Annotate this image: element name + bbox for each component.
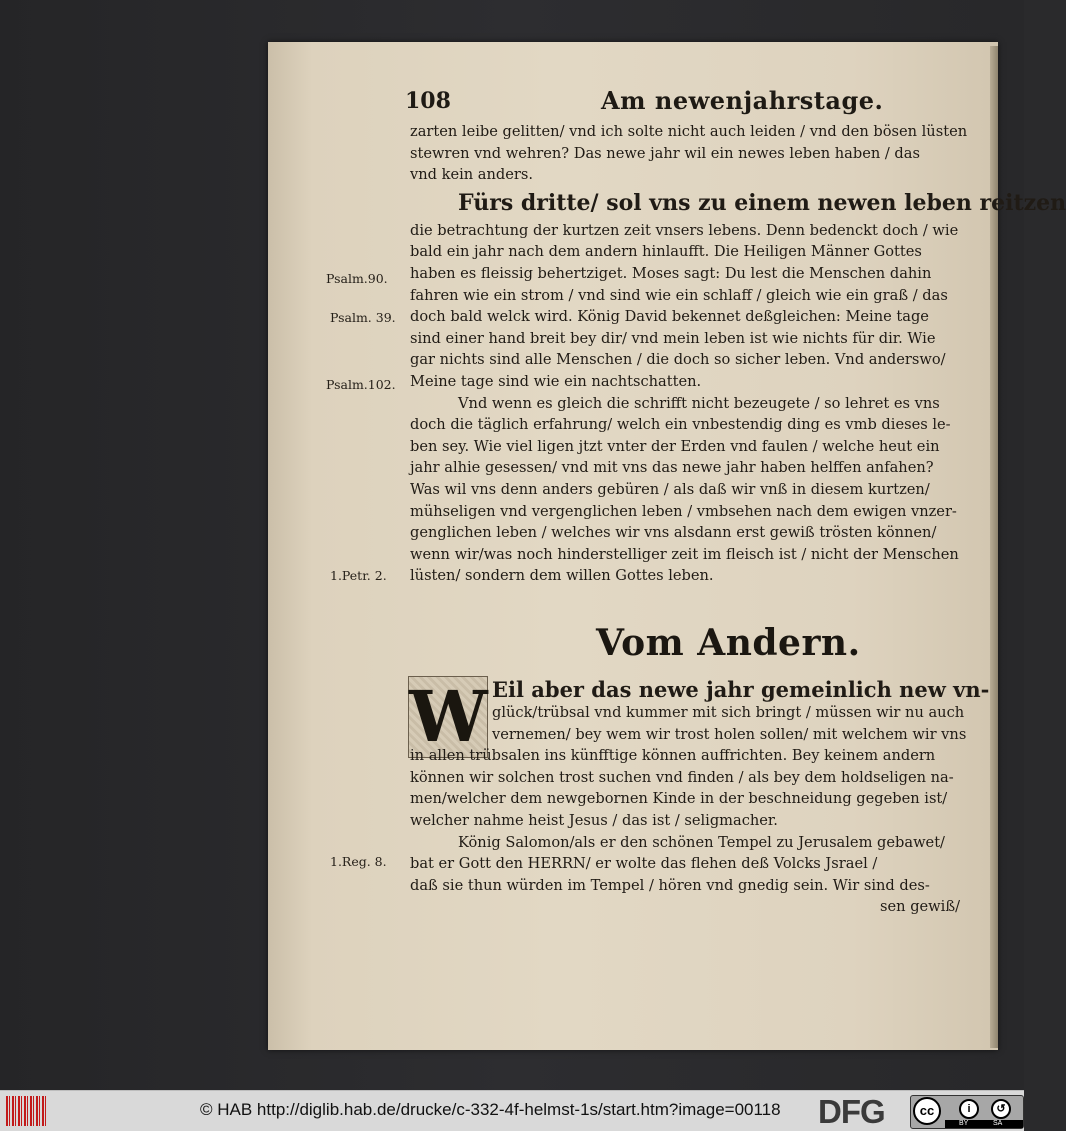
text-line: lüsten/ sondern dem willen Gottes leben. — [410, 567, 714, 585]
text-line: haben es fleissig behertziget. Moses sagt: Du lest die Menschen dahin — [410, 264, 932, 282]
text-line: zarten leibe gelitten/ vnd ich solte nicht auch leiden / vnd den bösen lüsten — [410, 123, 968, 140]
text-line: jahr alhie gesessen/ vnd mit vns das newe jahr haben helffen anfahen? — [410, 459, 934, 477]
text-line: fahren wie ein strom / vnd sind wie ein schlaff / gleich wie ein graß / das — [410, 286, 948, 304]
running-title: Am newenjahrstage. — [601, 86, 884, 115]
body-text — [410, 121, 1066, 587]
text-line: Meine tage sind wie ein nachtschatten. — [410, 372, 702, 390]
margin-note-psalm-102: Psalm.102. — [326, 377, 396, 392]
text-line: ben sey. Wie viel ligen jtzt vnter der Erden vnd faulen / welche heut ein — [410, 437, 940, 455]
share-alike-icon: ↺ — [991, 1099, 1011, 1119]
margin-note-psalm-90: Psalm.90. — [326, 271, 388, 286]
text-line: bat er Gott den HERRN/ er wolte das flehen deß Volcks Jsrael / — [410, 855, 878, 873]
text-line: doch bald welck wird. König David bekennet deßgleichen: Meine tage — [410, 308, 929, 326]
text-line: mühseligen vnd vergenglichen leben / vmbsehen nach dem ewigen vnzer- — [410, 502, 957, 520]
text-line: glück/trübsal vnd kummer mit sich bringt / müssen wir nu auch — [492, 704, 965, 721]
text-line: men/welcher dem newgebornen Kinde in der beschneidung gegeben ist/ — [410, 790, 948, 808]
viewer-footer — [0, 1090, 1024, 1131]
text-line: Vnd wenn es gleich die schrifft nicht bezeugete / so lehret es vns — [458, 394, 940, 412]
license-sa-label: SA — [993, 1120, 1003, 1127]
text-line: König Salomon/als er den schönen Tempel zu Jerusalem gebawet/ — [458, 833, 945, 851]
text-line: genglichen leben / welches wir vns alsdann erst gewiß trösten können/ — [410, 524, 937, 542]
creative-commons-icon: cc — [913, 1097, 941, 1125]
running-head — [405, 86, 965, 116]
text-line: in allen trübsalen ins künfftige können auffrichten. Bey keinem andern — [410, 747, 936, 765]
text-line: welcher nahme heist Jesus / das ist / seligmacher. — [410, 811, 778, 829]
dfg-logo[interactable]: DFG — [818, 1093, 885, 1130]
license-badge[interactable] — [910, 1095, 1024, 1129]
license-strip — [945, 1120, 1023, 1128]
section-title: Vom Andern. — [596, 622, 861, 664]
initial-letter: W — [409, 675, 488, 758]
text-line: die betrachtung der kurtzen zeit vnsers lebens. Denn bedenckt doch / wie — [410, 221, 959, 239]
text-line: vnd kein anders. — [410, 166, 533, 184]
text-line: stewren vnd wehren? Das newe jahr wil ein newes leben haben / das — [410, 144, 920, 162]
margin-note-1-petr-2: 1.Petr. 2. — [330, 568, 387, 583]
attribution-icon: i — [959, 1099, 979, 1119]
text-line-first: Eil aber das newe jahr gemeinlich new vn- — [492, 677, 990, 702]
text-line: sind einer hand breit bey dir/ vnd mein leben ist wie nichts für dir. Wie — [410, 329, 936, 347]
text-line: gar nichts sind alle Menschen / die doch so sicher leben. Vnd anderswo/ — [410, 351, 946, 369]
section-text — [409, 675, 990, 918]
margin-note-1-reg-8: 1.Reg. 8. — [330, 854, 387, 869]
margin-note-psalm-39: Psalm. 39. — [330, 310, 396, 325]
citation-link[interactable]: © HAB http://diglib.hab.de/drucke/c-332-4f-helmst-1s/start.htm?image=00118 — [200, 1100, 781, 1119]
text-line: können wir solchen trost suchen vnd finden / als bey dem holdseligen na- — [410, 768, 954, 786]
text-line: bald ein jahr nach dem andern hinlaufft. Die Heiligen Männer Gottes — [410, 243, 922, 261]
text-line-catchword: sen gewiß/ — [880, 898, 960, 916]
text-line: wenn wir/was noch hinderstelliger zeit im fleisch ist / nicht der Menschen — [410, 545, 959, 563]
text-line-emphasis: Fürs dritte/ sol vns zu einem newen leben reitzen — [458, 189, 1066, 216]
text-line: vernemen/ bey wem wir trost holen sollen/ mit welchem wir vns — [492, 725, 967, 743]
license-by-label: BY — [959, 1120, 969, 1127]
text-line: daß sie thun würden im Tempel / hören vnd gnedig sein. Wir sind des- — [410, 876, 930, 894]
text-line: doch die täglich erfahrung/ welch ein vnbestendig ding es vmb dieses le- — [410, 416, 951, 434]
page-number: 108 — [405, 88, 451, 114]
barcode-icon — [6, 1096, 46, 1126]
text-line: Was wil vns denn anders gebüren / als daß wir vnß in diesem kurtzen/ — [410, 480, 930, 498]
